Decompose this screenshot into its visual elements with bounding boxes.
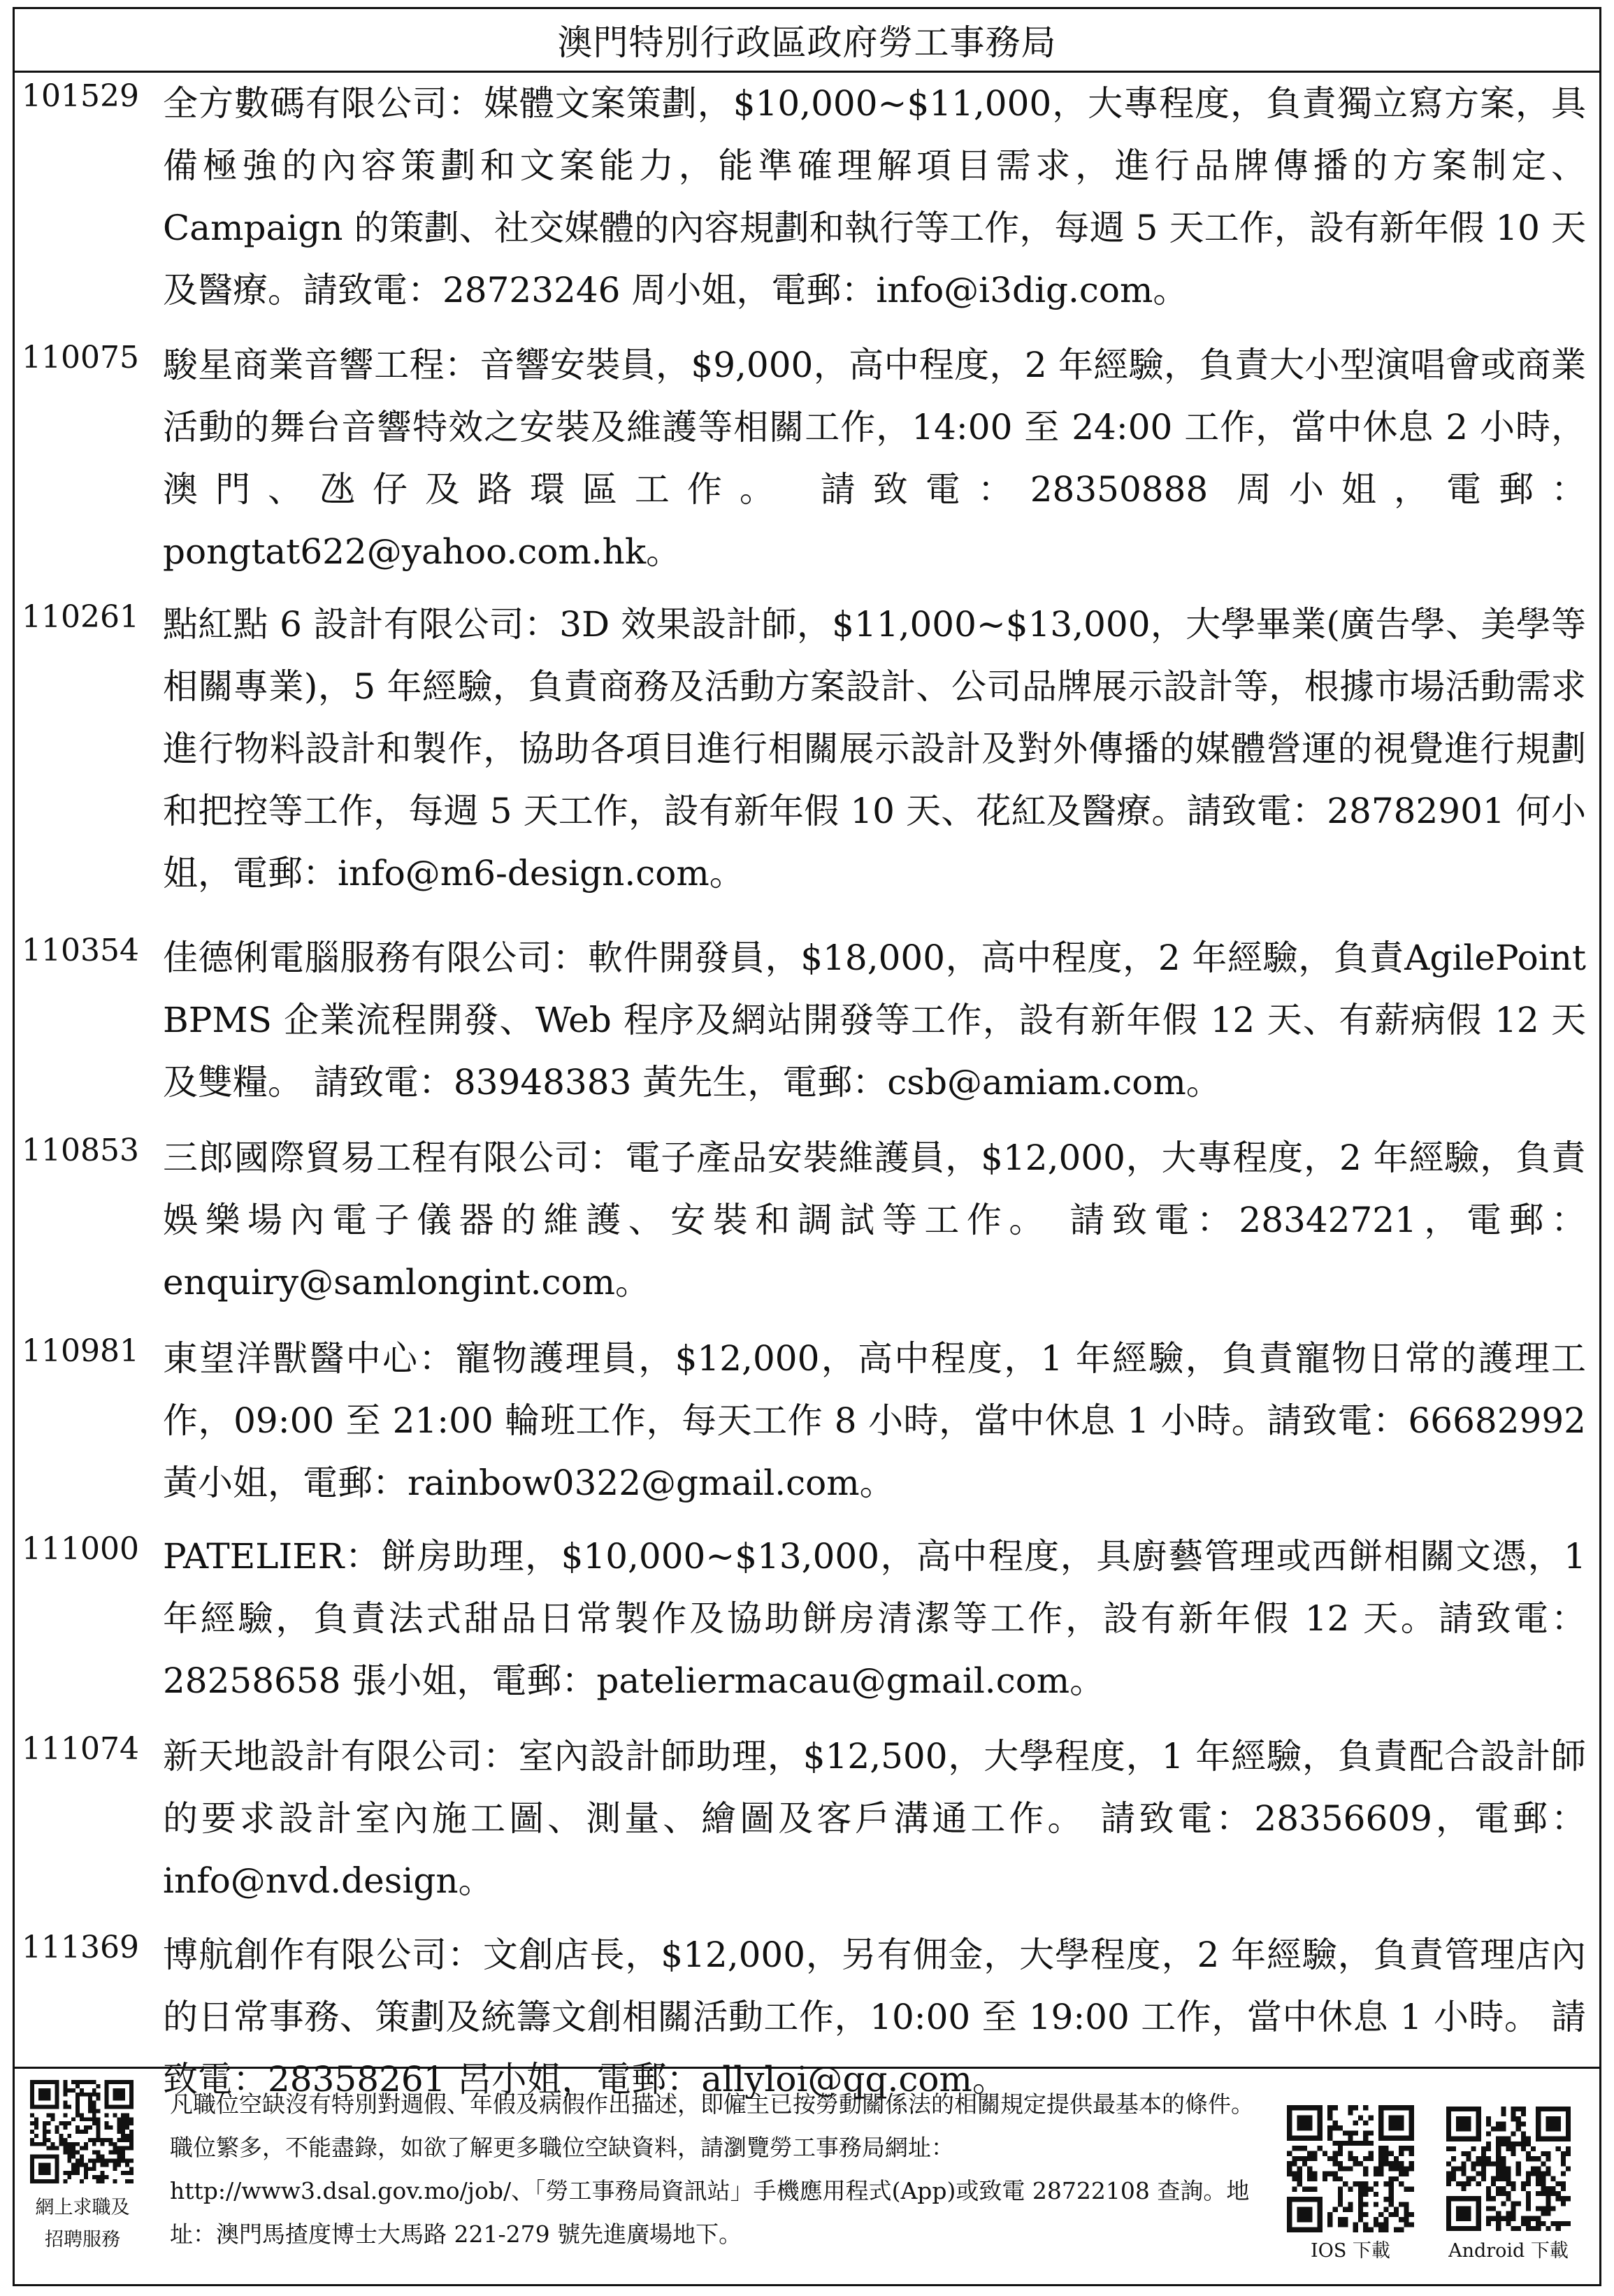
job-description: 佳德俐電腦服務有限公司：軟件開發員，$18,000，高中程度，2 年經驗，負責AgilePoint BPMS 企業流程開發、Web 程序及網站開發等工作，設有新年假 12 天、有薪病假 12 天及雙糧。 請致電：83948383 黃先生，電郵：csb@amiam.com。 [163, 938, 1586, 1103]
job-code: 110354 [22, 933, 139, 968]
job-description: 全方數碼有限公司：媒體文案策劃，$10,000~$11,000，大專程度，負責獨立寫方案，具備極強的內容策劃和文案能力，能準確理解項目需求，進行品牌傳播的方案制定、 Campaign 的策劃、社交媒體的內容規劃和執行等工作，每週 5 天工作，設有新年假 10 天及醫療。請致電：28723246 周小姐，電郵：info@i3dig.com。 [163, 83, 1586, 310]
qr-caption-job-service [16, 2192, 149, 2256]
qr-caption-line: 網上求職及 [35, 2197, 130, 2218]
job-listing-sheet [13, 7, 1601, 2286]
job-code: 110075 [22, 340, 139, 375]
footer-notice: 凡職位空缺沒有特別對週假、年假及病假作出描述，即僱主已按勞動關係法的相關規定提供最基本的條件。職位繁多，不能盡錄，如欲了解更多職位空缺資料，請瀏覽勞工事務局網址：http://www3.dsal.gov.mo/job/、「勞工事務局資訊站」手機應用程式(App)或致電 28722108 查詢。地址：澳門馬揸度博士大馬路 221-279 號先進廣場地下。 [170, 2090, 1254, 2248]
job-description: 三郎國際貿易工程有限公司：電子產品安裝維護員，$12,000，大專程度，2 年經驗，負責娛樂場內電子儀器的維護、安裝和調試等工作。 請致電：28342721，電郵：enquiry@samlongint.com。 [163, 1138, 1586, 1303]
job-code: 101529 [22, 78, 139, 114]
job-description: 博航創作有限公司：文創店長，$12,000，另有佣金，大學程度，2 年經驗，負責管理店內的日常事務、策劃及統籌文創相關活動工作，10:00 至 19:00 工作，當中休息 1 小時。 請致電：28358261 呂小姐，電郵：allyloi@qq.com。 [163, 1935, 1586, 2100]
job-description: 東望洋獸醫中心：寵物護理員，$12,000，高中程度，1 年經驗，負責寵物日常的護理工作，09:00 至 21:00 輪班工作，每天工作 8 小時，當中休息 1 小時。請致電：66682992 黃小姐，電郵：rainbow0322@gmail.com。 [163, 1338, 1586, 1503]
job-code: 111000 [22, 1531, 139, 1567]
job-description: PATELIER：餅房助理，$10,000~$13,000，高中程度，具廚藝管理或西餅相關文憑，1 年經驗，負責法式甜品日常製作及協助餅房清潔等工作，設有新年假 12 天。請致電：28258658 張小姐，電郵：pateliermacau@gmail.com。 [163, 1536, 1586, 1701]
qr-code-icon [30, 2080, 134, 2183]
job-description: 新天地設計有限公司：室內設計師助理，$12,500，大學程度，1 年經驗，負責配合設計師的要求設計室內施工圖、測量、繪圖及客戶溝通工作。 請致電：28356609，電郵：info@nvd.design。 [163, 1736, 1586, 1901]
qr-code-android[interactable] [1446, 2105, 1571, 2232]
qr-code-job-service[interactable] [30, 2080, 134, 2183]
qr-code-icon [1446, 2105, 1571, 2232]
job-code: 110981 [22, 1333, 139, 1369]
job-code: 110261 [22, 599, 139, 635]
job-code: 111369 [22, 1930, 139, 1965]
job-description: 點紅點 6 設計有限公司：3D 效果設計師，$11,000~$13,000，大學畢業(廣告學、美學等相關專業)，5 年經驗，負責商務及活動方案設計、公司品牌展示設計等，根據市場活動需求進行物料設計和製作，協助各項目進行相關展示設計及對外傳播的媒體營運的視覺進行規劃和把控等工作，每週 5 天工作，設有新年假 10 天、花紅及醫療。請致電：28782901 何小姐，電郵：info@m6-design.com。 [163, 604, 1586, 894]
footer [15, 2067, 1599, 2286]
qr-caption-line: 招聘服務 [45, 2229, 120, 2251]
job-code: 110853 [22, 1133, 139, 1168]
qr-code-ios[interactable] [1287, 2105, 1414, 2232]
page-title: 澳門特別行政區政府勞工事務局 [15, 9, 1599, 73]
android-download-caption: Android 下載 [1448, 2240, 1569, 2262]
job-code: 111074 [22, 1731, 139, 1767]
ios-download-caption: IOS 下載 [1311, 2240, 1390, 2262]
job-description: 駿星商業音響工程：音響安裝員，$9,000，高中程度，2 年經驗，負責大小型演唱會或商業活動的舞台音響特效之安裝及維護等相關工作，14:00 至 24:00 工作，當中休息 2 小時，澳門、氹仔及路環區工作。 請致電：28350888 周小姐，電郵：pongtat622@yahoo.com.hk。 [163, 345, 1586, 572]
qr-code-icon [1287, 2105, 1414, 2232]
